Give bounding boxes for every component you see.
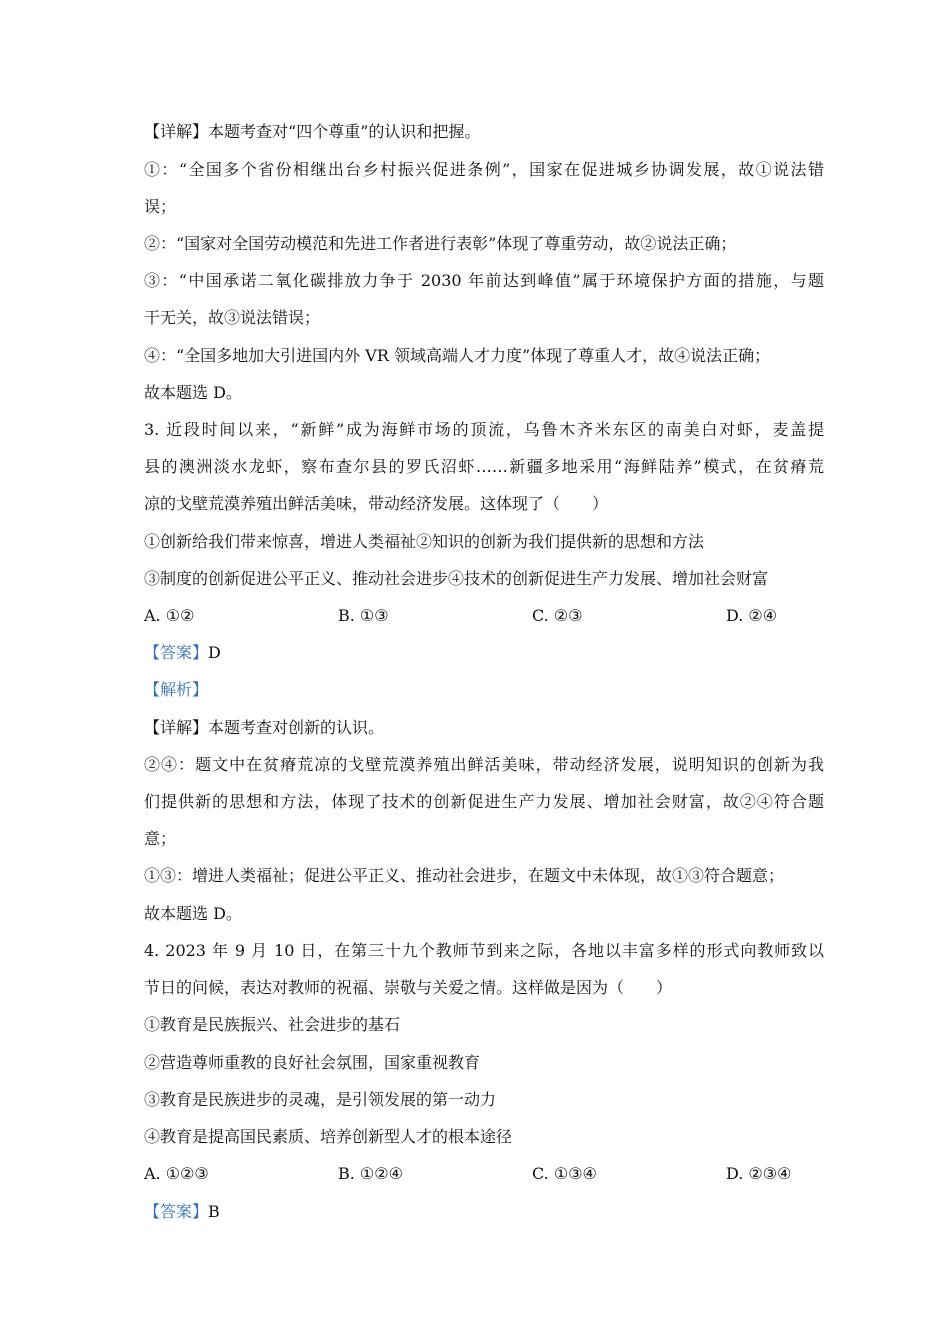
answer-tag: 【答案】	[144, 643, 209, 662]
answer-value: B	[208, 1202, 220, 1221]
q3-stem-line-1: 3. 近段时间以来，“新鲜”成为海鲜市场的顶流，乌鲁木齐米东区的南美白对虾，麦盖提	[144, 420, 824, 439]
q3-option-a: A. ①②	[144, 606, 195, 625]
q4-stem-line-2: 节日的问候，表达对教师的祝福、崇敬与关爱之情。这样做是因为（ ）	[144, 978, 673, 997]
answer-value: D	[208, 643, 221, 662]
q4-option-d: D. ②③④	[726, 1164, 792, 1183]
q2-analysis-3-line-1: ③：“中国承诺二氧化碳排放力争于 2030 年前达到峰值”属于环境保护方面的措施，与题	[144, 271, 824, 290]
q3-stem-line-3: 凉的戈壁荒漠养殖出鲜活美味，带动经济发展。这体现了（ ）	[144, 494, 609, 513]
q3-stem-line-2: 县的澳洲淡水龙虾，察布查尔县的罗氏沼虾……新疆多地采用“海鲜陆养”模式，在贫瘠荒	[144, 457, 824, 476]
detail-tag: 【详解】	[144, 122, 209, 141]
q3-detail	[144, 718, 824, 738]
q4-statement-3: ③教育是民族进步的灵魂，是引领发展的第一动力	[144, 1090, 497, 1109]
q2-analysis-4: ④：“全国多地加大引进国内外 VR 领域高端人才力度”体现了尊重人才，故④说法正确；	[144, 346, 771, 365]
q3-explanation-line-4: ①③：增进人类福祉；促进公平正义、推动社会进步，在题文中未体现，故①③符合题意；	[144, 866, 785, 885]
q3-option-d: D. ②④	[726, 606, 778, 625]
q4-option-a: A. ①②③	[144, 1164, 209, 1183]
q3-statements-line-2: ③制度的创新促进公平正义、推动社会进步④技术的创新促进生产力发展、增加社会财富	[144, 569, 769, 588]
q3-conclusion: 故本题选 D。	[144, 904, 242, 923]
q4-option-c: C. ①③④	[532, 1164, 597, 1183]
q2-conclusion: 故本题选 D。	[144, 383, 242, 402]
answer-tag: 【答案】	[144, 1202, 209, 1221]
q4-statement-4: ④教育是提高国民素质、培养创新型人才的根本途径	[144, 1127, 513, 1146]
q4-statement-1: ①教育是民族振兴、社会进步的基石	[144, 1015, 401, 1034]
q2-analysis-3-line-2: 干无关，故③说法错误；	[144, 308, 321, 327]
q2-analysis-1-line-1: ①：“全国多个省份相继出台乡村振兴促进条例”，国家在促进城乡协调发展，故①说法错	[144, 160, 824, 179]
q3-option-c: C. ②③	[532, 606, 583, 625]
q4-stem-line-1: 4. 2023 年 9 月 10 日，在第三十九个教师节到来之际，各地以丰富多样的形式向教师致以	[144, 941, 824, 960]
q3-options	[144, 606, 824, 626]
q3-explanation-line-1: ②④：题文中在贫瘠荒凉的戈壁荒漠养殖出鲜活美味，带动经济发展，说明知识的创新为我	[144, 755, 824, 774]
q3-explanation-line-3: 意；	[144, 829, 177, 848]
detail-tag: 【详解】	[144, 718, 209, 737]
q3-answer	[144, 643, 824, 663]
q2-analysis-2: ②：“国家对全国劳动模范和先进工作者进行表彰”体现了尊重劳动，故②说法正确；	[144, 234, 737, 253]
q3-statements-line-1: ①创新给我们带来惊喜，增进人类福祉②知识的创新为我们提供新的思想和方法	[144, 532, 705, 551]
detail-text: 本题考查对创新的认识。	[208, 718, 385, 737]
q3-analysis-tag: 【解析】	[144, 680, 209, 699]
q3-option-b: B. ①③	[338, 606, 389, 625]
q4-options	[144, 1164, 824, 1184]
q4-option-b: B. ①②④	[338, 1164, 403, 1183]
q4-statement-2: ②营造尊师重教的良好社会氛围，国家重视教育	[144, 1053, 481, 1072]
q2-analysis-1-line-2: 误；	[144, 197, 177, 216]
q2-detail	[144, 122, 824, 142]
q3-explanation-line-2: 们提供新的思想和方法，体现了技术的创新促进生产力发展、增加社会财富，故②④符合题	[144, 792, 824, 811]
detail-text: 本题考查对“四个尊重”的认识和把握。	[208, 122, 481, 141]
q4-answer	[144, 1202, 824, 1222]
